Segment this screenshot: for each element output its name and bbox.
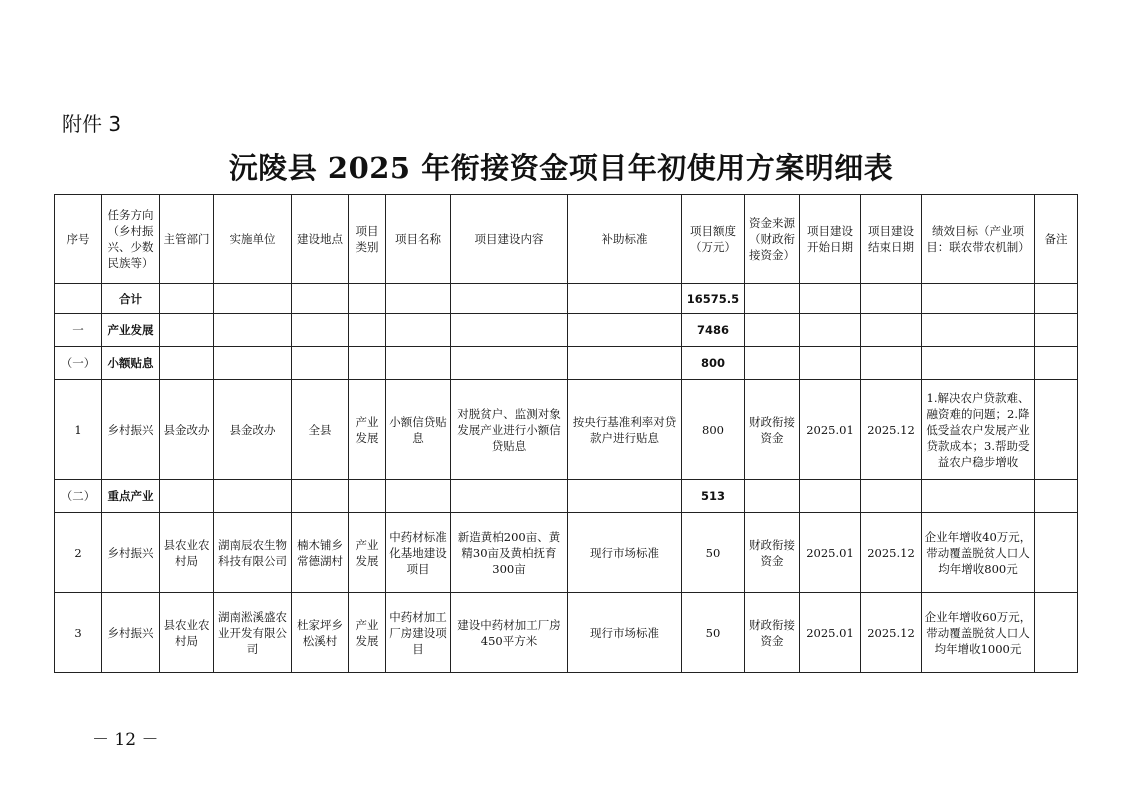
row-end: 2025.12 bbox=[861, 380, 922, 480]
row-source: 财政衔接资金 bbox=[745, 593, 800, 673]
group-amount: 513 bbox=[682, 480, 745, 513]
row-source: 财政衔接资金 bbox=[745, 380, 800, 480]
header-name: 项目名称 bbox=[386, 195, 451, 284]
group-seq: （一） bbox=[55, 347, 102, 380]
header-seq: 序号 bbox=[55, 195, 102, 284]
row-start: 2025.01 bbox=[800, 513, 861, 593]
header-goal: 绩效目标（产业项目：联农带农机制） bbox=[922, 195, 1035, 284]
header-amount: 项目额度（万元） bbox=[682, 195, 745, 284]
row-start: 2025.01 bbox=[800, 593, 861, 673]
table-header-row bbox=[55, 195, 1078, 284]
row-location: 全县 bbox=[292, 380, 349, 480]
header-content: 项目建设内容 bbox=[451, 195, 568, 284]
document-title: 沅陵县 2025 年衔接资金项目年初使用方案明细表 bbox=[228, 151, 894, 185]
group-row-key-industry bbox=[55, 480, 1078, 513]
row-name: 中药材标准化基地建设项目 bbox=[386, 513, 451, 593]
table-row bbox=[55, 593, 1078, 673]
header-start: 项目建设开始日期 bbox=[800, 195, 861, 284]
group-label: 小额贴息 bbox=[102, 347, 160, 380]
row-amount: 800 bbox=[682, 380, 745, 480]
row-content: 新造黄柏200亩、黄精30亩及黄柏抚育300亩 bbox=[451, 513, 568, 593]
header-direction: 任务方向（乡村振兴、少数民族等） bbox=[102, 195, 160, 284]
header-remark: 备注 bbox=[1035, 195, 1078, 284]
fund-detail-table bbox=[54, 194, 1078, 673]
total-row bbox=[55, 284, 1078, 314]
row-unit: 湖南淞溪盛农业开发有限公司 bbox=[214, 593, 292, 673]
row-amount: 50 bbox=[682, 513, 745, 593]
row-end: 2025.12 bbox=[861, 513, 922, 593]
row-direction: 乡村振兴 bbox=[102, 593, 160, 673]
row-direction: 乡村振兴 bbox=[102, 380, 160, 480]
row-goal: 1.解决农户贷款难、融资难的问题；2.降低受益农户发展产业贷款成本；3.帮助受益农户稳步增收 bbox=[922, 380, 1035, 480]
group-row-small-loan bbox=[55, 347, 1078, 380]
group-label: 重点产业 bbox=[102, 480, 160, 513]
group-row-industry bbox=[55, 314, 1078, 347]
row-category: 产业发展 bbox=[349, 593, 386, 673]
row-source: 财政衔接资金 bbox=[745, 513, 800, 593]
row-unit: 县金改办 bbox=[214, 380, 292, 480]
table-row bbox=[55, 380, 1078, 480]
row-remark bbox=[1035, 380, 1078, 480]
row-content: 建设中药材加工厂房450平方米 bbox=[451, 593, 568, 673]
row-remark bbox=[1035, 593, 1078, 673]
header-category: 项目类别 bbox=[349, 195, 386, 284]
group-seq: 一 bbox=[55, 314, 102, 347]
row-standard: 现行市场标准 bbox=[568, 593, 682, 673]
header-location: 建设地点 bbox=[292, 195, 349, 284]
row-seq: 2 bbox=[55, 513, 102, 593]
total-label: 合计 bbox=[102, 284, 160, 314]
header-standard: 补助标准 bbox=[568, 195, 682, 284]
row-goal: 企业年增收40万元，带动覆盖脱贫人口人均年增收800元 bbox=[922, 513, 1035, 593]
row-standard: 现行市场标准 bbox=[568, 513, 682, 593]
group-amount: 800 bbox=[682, 347, 745, 380]
row-name: 小额信贷贴息 bbox=[386, 380, 451, 480]
header-end: 项目建设结束日期 bbox=[861, 195, 922, 284]
group-amount: 7486 bbox=[682, 314, 745, 347]
row-dept: 县农业农村局 bbox=[160, 593, 214, 673]
row-category: 产业发展 bbox=[349, 380, 386, 480]
row-content: 对脱贫户、监测对象发展产业进行小额信贷贴息 bbox=[451, 380, 568, 480]
row-category: 产业发展 bbox=[349, 513, 386, 593]
header-dept: 主管部门 bbox=[160, 195, 214, 284]
row-amount: 50 bbox=[682, 593, 745, 673]
table-row bbox=[55, 513, 1078, 593]
row-standard: 按央行基准利率对贷款户进行贴息 bbox=[568, 380, 682, 480]
row-location: 楠木铺乡常德湖村 bbox=[292, 513, 349, 593]
group-label: 产业发展 bbox=[102, 314, 160, 347]
row-remark bbox=[1035, 513, 1078, 593]
page-number: － 12 － bbox=[92, 730, 159, 750]
header-source: 资金来源（财政衔接资金） bbox=[745, 195, 800, 284]
total-amount: 16575.5 bbox=[682, 284, 745, 314]
header-unit: 实施单位 bbox=[214, 195, 292, 284]
row-location: 杜家坪乡松溪村 bbox=[292, 593, 349, 673]
attachment-label: 附件 3 bbox=[62, 112, 122, 136]
group-seq: （二） bbox=[55, 480, 102, 513]
row-dept: 县金改办 bbox=[160, 380, 214, 480]
row-seq: 1 bbox=[55, 380, 102, 480]
row-seq: 3 bbox=[55, 593, 102, 673]
row-unit: 湖南辰农生物科技有限公司 bbox=[214, 513, 292, 593]
row-end: 2025.12 bbox=[861, 593, 922, 673]
row-direction: 乡村振兴 bbox=[102, 513, 160, 593]
row-start: 2025.01 bbox=[800, 380, 861, 480]
row-dept: 县农业农村局 bbox=[160, 513, 214, 593]
row-goal: 企业年增收60万元，带动覆盖脱贫人口人均年增收1000元 bbox=[922, 593, 1035, 673]
row-name: 中药材加工厂房建设项目 bbox=[386, 593, 451, 673]
